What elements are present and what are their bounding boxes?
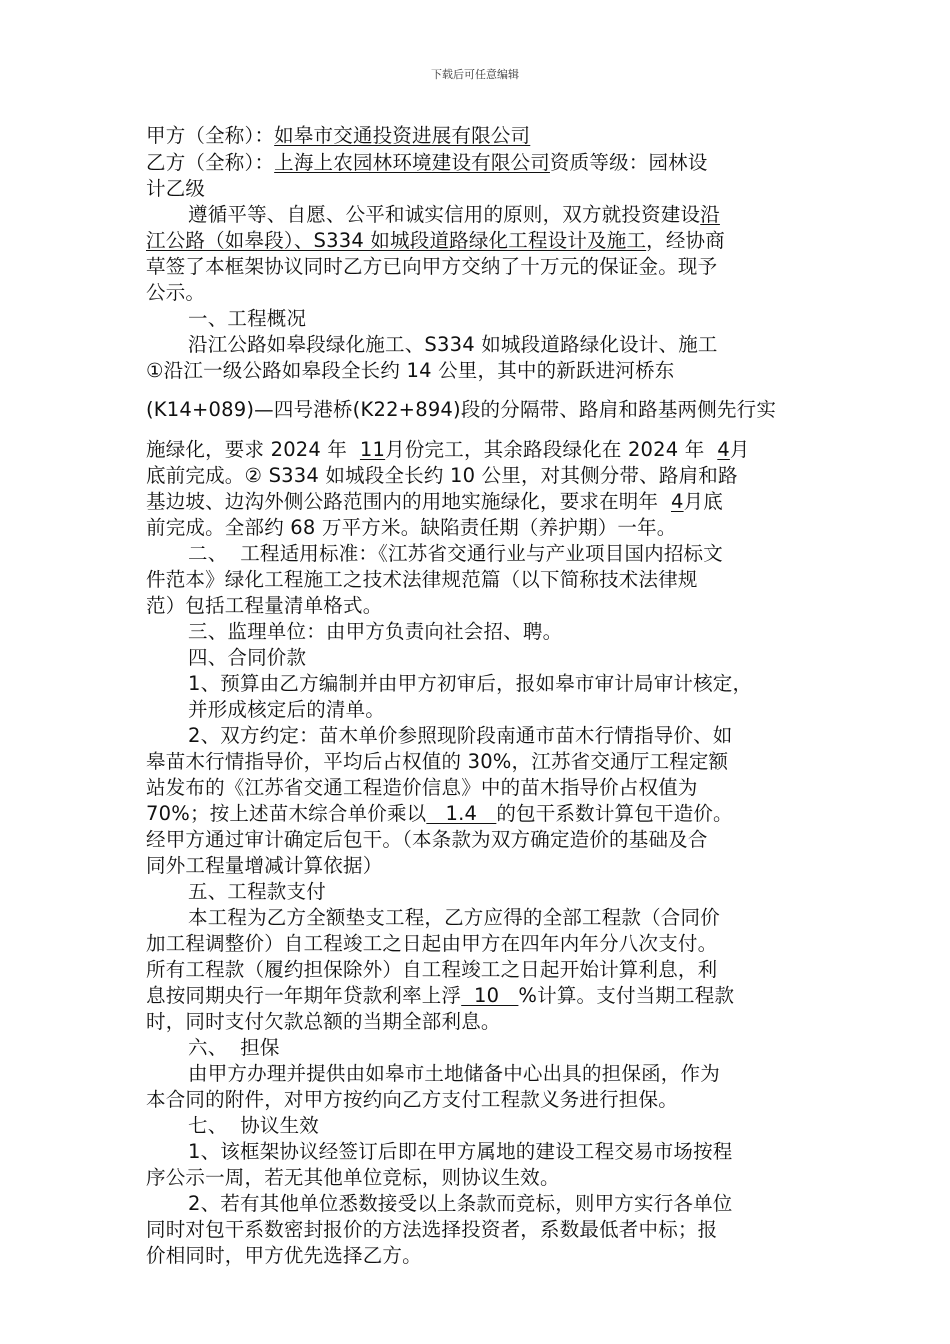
- text-line: [188, 542, 723, 566]
- text-segment: 草签了本框架协议同时乙方已向甲方交纳了十万元的保证金。现予: [146, 255, 718, 278]
- text-segment: 前完成。全部约 68 万平方米。缺陷责任期（养护期）一年。: [146, 516, 677, 539]
- text-line: [146, 750, 728, 774]
- text-segment: ①沿江一级公路如皋段全长约 14 公里，其中的新跃进河桥东: [146, 359, 675, 382]
- text-line: [146, 984, 734, 1008]
- text-line: [146, 255, 717, 279]
- text-line: [146, 490, 723, 514]
- text-segment: 计乙级: [146, 177, 206, 200]
- text-line: [188, 880, 326, 904]
- text-line: [146, 568, 698, 592]
- text-segment: 1、预算由乙方编制并由甲方初审后，报如皋市审计局审计核定，: [188, 672, 753, 695]
- text-segment: 由甲方办理并提供由如皋市土地储备中心出具的担保函，作为: [188, 1062, 720, 1085]
- underlined-text: 11: [359, 438, 386, 461]
- text-segment: 沿江公路如皋段绿化施工、S334 如城段道路绿化设计、施工: [188, 333, 718, 356]
- text-line: [146, 1088, 678, 1112]
- text-line: [146, 398, 776, 422]
- text-segment: 月份完工，其余路段绿化在 2024 年: [385, 438, 718, 461]
- text-line: [146, 359, 675, 383]
- text-line: [188, 906, 720, 930]
- text-line: [146, 828, 708, 852]
- text-line: [188, 646, 306, 670]
- text-segment: 同外工程量增减计算依据）: [146, 854, 383, 877]
- text-line: [146, 281, 205, 305]
- text-segment: 范）包括工程量清单格式。: [146, 594, 383, 617]
- text-segment: 六、 担保: [188, 1036, 280, 1059]
- text-segment: 基边坡、边沟外侧公路范围内的用地实施绿化，要求在明年: [146, 490, 671, 513]
- text-segment: 件范本》绿化工程施工之技术法律规范篇（以下简称技术法律规: [146, 568, 698, 591]
- text-segment: 三、监理单位：由甲方负责向社会招、聘。: [188, 620, 563, 643]
- text-line: [188, 203, 720, 227]
- text-segment: 的包干系数计算包干造价。: [496, 802, 733, 825]
- text-line: [146, 229, 725, 253]
- underlined-text: 上海上农园林环境建设有限公司: [274, 151, 550, 174]
- text-line: [146, 1244, 422, 1268]
- text-segment: 月: [729, 438, 750, 461]
- text-segment: 2、双方约定：苗木单价参照现阶段南通市苗木行情指导价、如: [188, 724, 733, 747]
- text-segment: 经甲方通过审计确定后包干。（本条款为双方确定造价的基础及合: [146, 828, 708, 851]
- text-line: [146, 1010, 501, 1034]
- text-line: [188, 1062, 720, 1086]
- text-line: [188, 307, 306, 331]
- text-segment: 施绿化，要求 2024 年: [146, 438, 360, 461]
- text-line: [188, 698, 385, 722]
- text-segment: 时，同时支付欠款总额的当期全部利息。: [146, 1010, 501, 1033]
- text-line: [188, 724, 733, 748]
- text-segment: 本工程为乙方全额垫支工程，乙方应得的全部工程款（合同价: [188, 906, 720, 929]
- text-segment: ，经协商: [646, 229, 725, 252]
- underlined-text: 1.4: [426, 802, 497, 825]
- text-segment: 同时对包干系数密封报价的方法选择投资者，系数最低者中标；报: [146, 1218, 718, 1241]
- text-segment: 本合同的附件，对甲方按约向乙方支付工程款义务进行担保。: [146, 1088, 678, 1111]
- text-segment: 息按同期央行一年期年贷款利率上浮: [146, 984, 462, 1007]
- text-line: [188, 1114, 319, 1138]
- text-segment: 序公示一周，若无其他单位竞标，则协议生效。: [146, 1166, 560, 1189]
- text-segment: 皋苗木行情指导价，平均后占权值的 30%，江苏省交通厅工程定额: [146, 750, 729, 773]
- text-line: [146, 1218, 717, 1242]
- text-segment: 站发布的《江苏省交通工程造价信息》中的苗木指导价占权值为: [146, 776, 698, 799]
- text-segment: 加工程调整价）自工程竣工之日起由甲方在四年内年分八次支付。: [146, 932, 718, 955]
- text-line: [146, 776, 698, 800]
- text-line: [146, 151, 708, 175]
- underlined-text: 10: [461, 984, 519, 1007]
- text-segment: 甲方（全称）：: [146, 124, 275, 147]
- text-segment: 二、 工程适用标准：《江苏省交通行业与产业项目国内招标文: [188, 542, 723, 565]
- text-segment: (K14+089)—四号港桥(K22+894)段的分隔带、路肩和路基两侧先行实: [146, 398, 777, 421]
- text-line: [146, 854, 382, 878]
- text-line: [146, 932, 717, 956]
- text-line: [146, 802, 733, 826]
- text-line: [188, 333, 718, 357]
- text-line: [146, 177, 205, 201]
- underlined-text: 4: [717, 438, 730, 461]
- text-line: [146, 958, 717, 982]
- page-header: 下载后可任意编辑: [431, 68, 519, 81]
- text-segment: 乙方（全称）：: [146, 151, 275, 174]
- text-segment: 七、 协议生效: [188, 1114, 319, 1137]
- text-line: [146, 594, 382, 618]
- text-segment: 并形成核定后的清单。: [188, 698, 386, 721]
- underlined-text: 4: [671, 490, 684, 513]
- text-segment: 月底: [683, 490, 724, 513]
- text-segment: 五、工程款支付: [188, 880, 326, 903]
- text-segment: 资质等级：园林设: [549, 151, 708, 174]
- text-segment: 四、合同价款: [188, 646, 307, 669]
- text-segment: 1、该框架协议经签订后即在甲方属地的建设工程交易市场按程: [188, 1140, 733, 1163]
- underlined-text: 如皋市交通投资进展有限公司: [274, 124, 531, 147]
- underlined-text: 沿: [700, 203, 720, 226]
- text-line: [146, 124, 530, 148]
- text-segment: 遵循平等、自愿、公平和诚实信用的原则，双方就投资建设: [188, 203, 701, 226]
- text-line: [188, 1140, 733, 1164]
- text-line: [188, 1036, 280, 1060]
- text-line: [146, 516, 677, 540]
- text-line: [146, 438, 750, 462]
- text-segment: 一、工程概况: [188, 307, 307, 330]
- text-segment: 2、若有其他单位悉数接受以上条款而竞标，则甲方实行各单位: [188, 1192, 733, 1215]
- text-segment: 底前完成。② S334 如城段全长约 10 公里，对其侧分带、路肩和路: [146, 464, 738, 487]
- text-segment: 公示。: [146, 281, 206, 304]
- text-line: [188, 1192, 733, 1216]
- text-segment: 70%；按上述苗木综合单价乘以: [146, 802, 427, 825]
- text-line: [188, 672, 752, 696]
- text-segment: 所有工程款（履约担保除外）自工程竣工之日起开始计算利息，利: [146, 958, 718, 981]
- text-line: [146, 464, 738, 488]
- text-segment: %计算。支付当期工程款: [518, 984, 735, 1007]
- text-line: [146, 1166, 560, 1190]
- underlined-text: 江公路（如皋段）、S334 如城段道路绿化工程设计及施工: [146, 229, 647, 252]
- text-line: [188, 620, 562, 644]
- text-segment: 价相同时，甲方优先选择乙方。: [146, 1244, 422, 1267]
